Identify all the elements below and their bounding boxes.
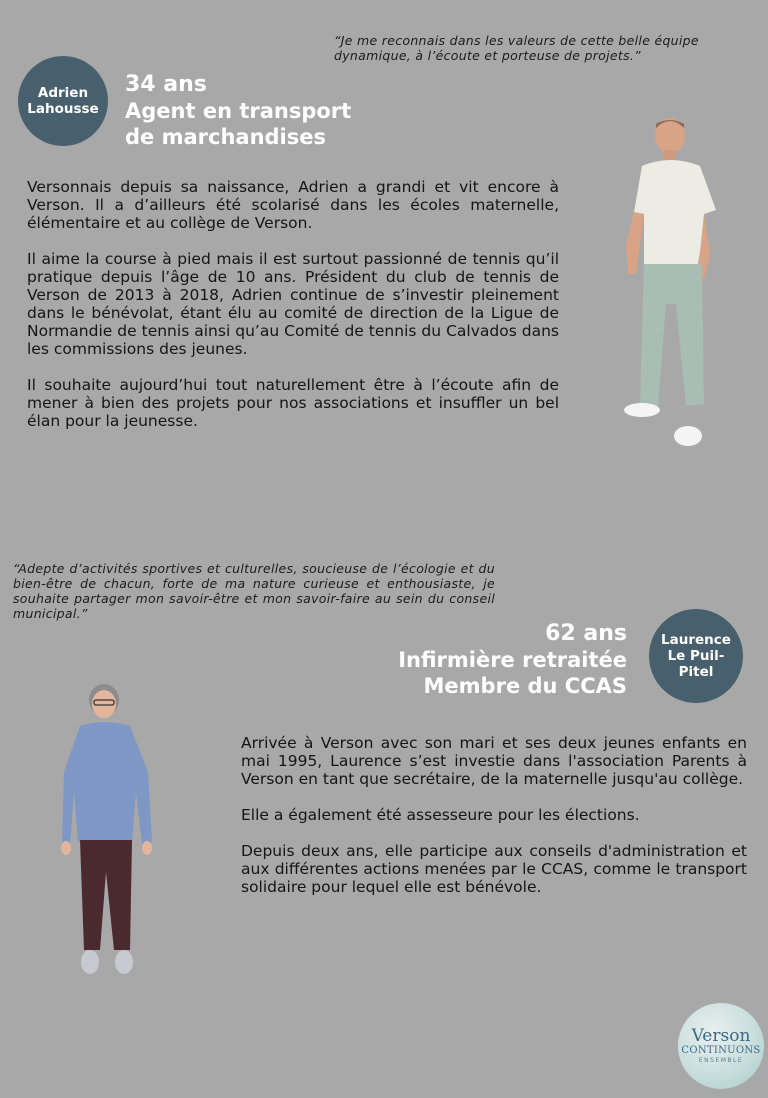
bio-laurence xyxy=(241,734,747,914)
logo-line-3: ENSEMBLE xyxy=(698,1057,744,1064)
name-badge-adrien xyxy=(18,56,108,146)
portrait-laurence xyxy=(60,682,158,982)
quote-laurence: “Adepte d’activités sportives et culturelles, soucieuse de l’écologie et du bien-être de chacun, forte de ma nature curieuse et enthousiaste, je souhaite partager mon savoir-être et mon savoir-faire au sein du conseil municipal.” xyxy=(13,561,495,621)
last-name-part-1: Le Puil- xyxy=(667,648,725,664)
role-line-2: Membre du CCAS xyxy=(423,674,627,698)
quote-adrien: “Je me reconnais dans les valeurs de cette belle équipe dynamique, à l’écoute et porteuse de projets.” xyxy=(334,33,699,63)
logo-line-1: Verson xyxy=(691,1026,751,1046)
last-name: Lahousse xyxy=(27,101,99,117)
last-name-part-2: Pitel xyxy=(678,664,714,680)
first-name: Laurence xyxy=(661,632,731,648)
heading-laurence xyxy=(398,621,627,699)
heading-adrien xyxy=(125,72,351,150)
age: 62 ans xyxy=(545,621,627,646)
verson-logo xyxy=(678,1003,764,1089)
bio-paragraph: Depuis deux ans, elle participe aux conseils d'administration et aux différentes actions menées par le CCAS, comme le transport solidaire pour lequel elle est bénévole. xyxy=(241,842,747,896)
first-name: Adrien xyxy=(37,85,89,101)
role-line-1: Agent en transport xyxy=(125,99,352,123)
bio-paragraph: Arrivée à Verson avec son mari et ses deux jeunes enfants en mai 1995, Laurence s’est investie dans l'association Parents à Verson en tant que secrétaire, de la maternelle jusqu'au collège. xyxy=(241,734,747,788)
bio-paragraph: Il aime la course à pied mais il est surtout passionné de tennis qu’il pratique depuis l’âge de 10 ans. Président du club de tennis de Verson de 2013 à 2018, Adrien continue de s’investir pleinement dans le bénévolat, étant élu au comité de direction de la Ligue de Normandie de tennis ainsi qu’au Comité de tennis du Calvados dans les commissions des jeunes. xyxy=(27,250,559,358)
role-line-1: Infirmière retraitée xyxy=(398,648,627,672)
bio-paragraph: Il souhaite aujourd’hui tout naturellement être à l’écoute afin de mener à bien des projets pour nos associations et insuffler un bel élan pour la jeunesse. xyxy=(27,376,559,430)
role-line-2: de marchandises xyxy=(125,125,326,149)
bio-paragraph: Versonnais depuis sa naissance, Adrien a grandi et vit encore à Verson. Il a d’ailleurs été scolarisé dans les écoles maternelle, élémentaire et au collège de Verson. xyxy=(27,178,559,232)
bio-paragraph: Elle a également été assesseure pour les élections. xyxy=(241,806,640,824)
bio-adrien xyxy=(27,178,559,448)
portrait-adrien xyxy=(604,114,724,454)
logo-line-2: CONTINUONS xyxy=(681,1045,761,1056)
age: 34 ans xyxy=(125,72,207,97)
name-badge-laurence xyxy=(649,609,743,703)
